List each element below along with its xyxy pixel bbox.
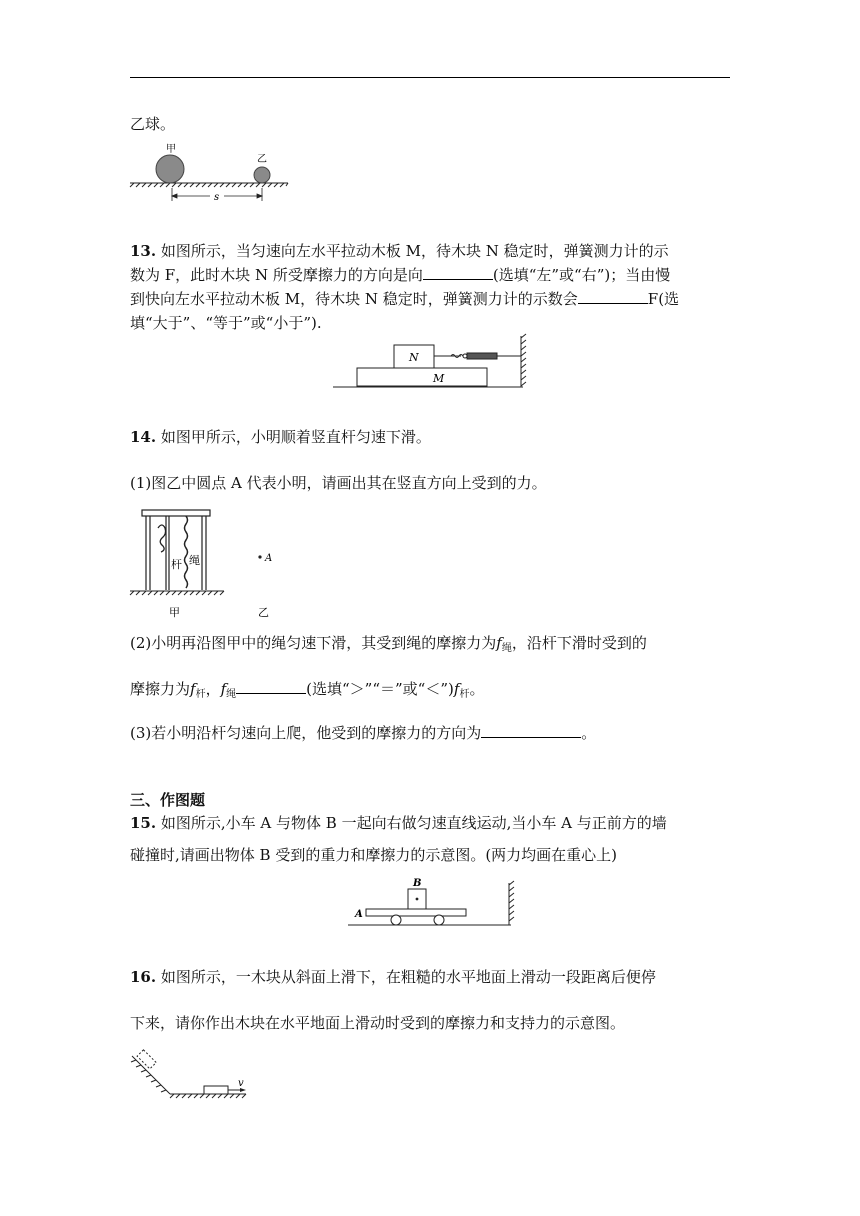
rope xyxy=(185,516,188,588)
center-of-gravity xyxy=(416,898,419,901)
incline-surface xyxy=(131,1056,246,1098)
ball-jia xyxy=(156,155,184,183)
q16-line2: 下来，请你作出木块在水平地面上滑动时受到的摩擦力和支持力的示意图。 xyxy=(130,1014,626,1032)
figure-cart xyxy=(346,875,521,930)
answer-blank-q13-b[interactable] xyxy=(578,289,648,304)
label-a: A xyxy=(265,553,273,564)
label-v: v xyxy=(238,1078,244,1089)
block-on-ground xyxy=(204,1086,228,1094)
ball-yi xyxy=(254,167,270,183)
q14-number: 14. xyxy=(130,428,157,446)
q13-line1: 13. 如图所示，当匀速向左水平拉动木板 M，待木块 N 稳定时，弹簧测力计的示 xyxy=(130,242,669,260)
board-m xyxy=(357,368,487,386)
prev-question-tail: 乙球。 xyxy=(130,115,176,133)
answer-blank-q13-a[interactable] xyxy=(423,265,493,280)
label-a: A xyxy=(355,909,363,920)
climber-figure xyxy=(158,525,166,552)
ground-hatching xyxy=(130,183,288,187)
label-gan: 杆 xyxy=(171,558,182,571)
q14-part2-line2: 摩擦力为$f_杆$，$f_绳$ (选填“＞”“＝”或“$<”)f_杆$。 xyxy=(130,680,485,700)
figure-spring-board xyxy=(333,334,533,394)
label-n: N xyxy=(409,351,419,364)
spring-scale xyxy=(434,353,521,359)
header-rule xyxy=(130,77,730,78)
section-heading: 三、作图题 xyxy=(130,791,206,809)
label-m: M xyxy=(433,372,445,385)
cart-a xyxy=(366,909,466,916)
label-s: s xyxy=(214,192,220,203)
label-jia: 甲 xyxy=(166,144,176,155)
q15-line2: 碰撞时,请画出物体 B 受到的重力和摩擦力的示意图。(两力均画在重心上) xyxy=(130,846,618,864)
block-on-slope-dashed xyxy=(137,1050,156,1069)
answer-blank-q14-3[interactable] xyxy=(481,723,581,738)
caption-jia: 甲 xyxy=(169,606,180,619)
q13-line3: 到快向左水平拉动木板 M，待木块 N 稳定时，弹簧测力计的示数会 F(选 xyxy=(130,290,680,308)
wall-hatching xyxy=(521,334,526,387)
q14-intro: 14. 如图甲所示，小明顺着竖直杆匀速下滑。 xyxy=(130,428,431,446)
q13-number: 13. xyxy=(130,242,157,260)
caption-yi: 乙 xyxy=(258,606,269,619)
figure-pole-rope xyxy=(128,506,288,621)
q15-line1: 15. 如图所示,小车 A 与物体 B 一起向右做匀速直线运动,当小车 A 与正前方的墙 xyxy=(130,814,667,832)
figure-incline xyxy=(128,1050,258,1110)
figure-balls xyxy=(128,145,293,205)
label-sheng: 绳 xyxy=(189,554,200,567)
q14-part1: (1)图乙中圆点 A 代表小明，请画出其在竖直方向上受到的力。 xyxy=(130,474,547,492)
q14-part3: (3)若小明沿杆匀速向上爬，他受到的摩擦力的方向为 。 xyxy=(130,724,597,742)
ground-hatching xyxy=(130,591,224,595)
cart-wheel-right xyxy=(434,915,444,925)
label-b: B xyxy=(413,878,422,889)
q16-number: 16. xyxy=(130,968,157,986)
label-yi: 乙 xyxy=(257,154,267,165)
q16-line1: 16. 如图所示，一木块从斜面上滑下，在粗糙的水平地面上滑动一段距离后便停 xyxy=(130,968,656,986)
q15-number: 15. xyxy=(130,814,157,832)
frame xyxy=(142,510,210,590)
cart-wheel-left xyxy=(391,915,401,925)
answer-blank-q14-2[interactable] xyxy=(236,679,306,694)
q13-line4: 填“大于”、“等于”或“小于”). xyxy=(130,314,322,332)
point-a xyxy=(258,555,261,558)
q13-line2: 数为 F，此时木块 N 所受摩擦力的方向是向 (选填“左”或“右”)；当由慢 xyxy=(130,266,671,284)
wall-hatching xyxy=(509,881,514,925)
q14-part2-line1: (2)小明再沿图甲中的绳匀速下滑，其受到绳的摩擦力为$f_绳$，沿杆下滑时受到的 xyxy=(130,634,647,654)
